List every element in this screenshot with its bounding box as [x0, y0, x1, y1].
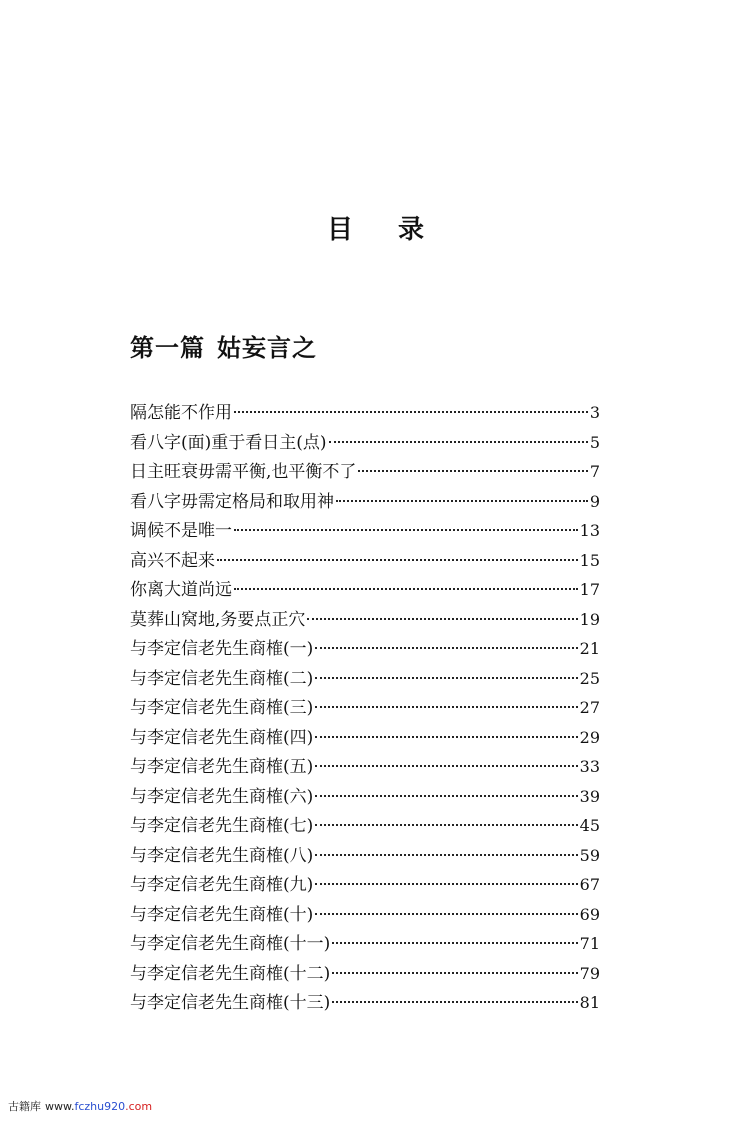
toc-entry-page-number: 13	[579, 521, 600, 540]
toc-entry-title: 调候不是唯一	[130, 521, 232, 541]
toc-entry-title: 看八字毋需定格局和取用神	[130, 491, 334, 512]
toc-entry-title: 与李定信老先生商榷(五)	[130, 757, 314, 777]
toc-entry-page-number: 39	[579, 786, 600, 806]
toc-leader-dots	[315, 824, 577, 826]
toc-entry-title: 与李定信老先生商榷(三)	[130, 698, 314, 718]
toc-leader-dots	[332, 1001, 577, 1003]
toc-entry-page-number: 71	[579, 934, 600, 953]
section-title-part2: 姑妄言之	[217, 334, 317, 362]
toc-leader-dots	[358, 470, 587, 472]
toc-entry-title: 隔怎能不作用	[130, 403, 232, 423]
toc-entry-title: 你离大道尚远	[130, 580, 232, 600]
toc-entry-title: 高兴不起来	[130, 550, 215, 571]
toc-leader-dots	[315, 913, 577, 915]
toc-entry-page-number: 19	[579, 609, 600, 629]
toc-entry-title: 与李定信老先生商榷(十三)	[130, 993, 331, 1013]
toc-entry-title: 莫葬山窝地,务要点正穴	[130, 609, 306, 630]
toc-entry[interactable]	[130, 959, 600, 989]
toc-entry-page-number: 69	[579, 904, 600, 924]
toc-entry[interactable]	[130, 487, 600, 517]
toc-entry[interactable]	[130, 546, 600, 576]
toc-entry-page-number: 25	[579, 668, 600, 688]
watermark-site-name: 古籍库	[8, 1100, 41, 1113]
toc-entry-page-number: 29	[579, 727, 600, 747]
toc-entry-page-number: 79	[579, 963, 600, 983]
toc-entry[interactable]	[130, 870, 600, 900]
toc-entry-title: 与李定信老先生商榷(四)	[130, 727, 314, 748]
toc-entry[interactable]	[130, 428, 600, 458]
toc-entry[interactable]	[130, 900, 600, 930]
toc-entry[interactable]	[130, 398, 600, 428]
watermark-url[interactable]: www.fczhu920.com	[45, 1100, 153, 1113]
toc-entry-title: 与李定信老先生商榷(十一)	[130, 934, 331, 954]
toc-entry[interactable]	[130, 841, 600, 871]
toc-entry-title: 与李定信老先生商榷(十)	[130, 904, 314, 925]
toc-entry[interactable]	[130, 811, 600, 841]
watermark	[8, 1098, 152, 1114]
toc-leader-dots	[336, 500, 588, 502]
toc-leader-dots	[307, 618, 577, 620]
toc-entry[interactable]	[130, 723, 600, 753]
toc-leader-dots	[315, 765, 577, 767]
toc-leader-dots	[315, 736, 577, 738]
toc-leader-dots	[315, 677, 577, 679]
toc-entry[interactable]	[130, 664, 600, 694]
toc-entry-title: 与李定信老先生商榷(一)	[130, 639, 314, 659]
section-title	[130, 330, 317, 366]
toc-leader-dots	[329, 441, 588, 443]
toc-entry-page-number: 17	[579, 580, 600, 599]
toc-entry-page-number: 59	[579, 845, 600, 865]
toc-entry-title: 日主旺衰毋需平衡,也平衡不了	[130, 462, 357, 482]
toc-entry-page-number: 5	[589, 432, 600, 452]
toc-entry-page-number: 33	[579, 757, 600, 776]
toc-entry-page-number: 27	[579, 698, 600, 717]
toc-entry-page-number: 45	[579, 816, 600, 835]
toc-entry-title: 与李定信老先生商榷(十二)	[130, 963, 331, 984]
toc-leader-dots	[315, 854, 577, 856]
section-title-part1: 第一篇	[130, 334, 205, 362]
toc-leader-dots	[234, 529, 578, 531]
toc-entry[interactable]	[130, 516, 600, 546]
toc-entry-page-number: 21	[579, 639, 600, 658]
toc-leader-dots	[234, 411, 588, 413]
toc-entry-page-number: 15	[579, 550, 600, 570]
table-of-contents	[130, 398, 600, 1018]
toc-entry[interactable]	[130, 457, 600, 487]
toc-leader-dots	[315, 795, 577, 797]
toc-entry-page-number: 81	[579, 993, 600, 1012]
toc-leader-dots	[234, 588, 578, 590]
toc-leader-dots	[315, 883, 577, 885]
toc-entry-title: 与李定信老先生商榷(六)	[130, 786, 314, 807]
toc-entry-title: 与李定信老先生商榷(二)	[130, 668, 314, 689]
toc-entry[interactable]	[130, 782, 600, 812]
toc-entry-title: 与李定信老先生商榷(九)	[130, 875, 314, 895]
toc-entry[interactable]	[130, 752, 600, 782]
toc-entry-title: 看八字(面)重于看日主(点)	[130, 432, 327, 453]
toc-entry-page-number: 67	[579, 875, 600, 894]
page-title: 目 录	[326, 215, 443, 245]
toc-entry[interactable]	[130, 575, 600, 605]
toc-entry-page-number: 7	[589, 462, 600, 481]
toc-entry-page-number: 9	[589, 491, 600, 511]
toc-entry-title: 与李定信老先生商榷(八)	[130, 845, 314, 866]
toc-leader-dots	[315, 647, 577, 649]
toc-entry[interactable]	[130, 929, 600, 959]
toc-leader-dots	[332, 972, 577, 974]
toc-entry[interactable]	[130, 693, 600, 723]
toc-leader-dots	[217, 559, 578, 561]
toc-leader-dots	[332, 942, 577, 944]
toc-entry-page-number: 3	[589, 403, 600, 422]
toc-entry[interactable]	[130, 634, 600, 664]
toc-entry[interactable]	[130, 605, 600, 635]
toc-entry[interactable]	[130, 988, 600, 1018]
toc-leader-dots	[315, 706, 577, 708]
toc-entry-title: 与李定信老先生商榷(七)	[130, 816, 314, 836]
